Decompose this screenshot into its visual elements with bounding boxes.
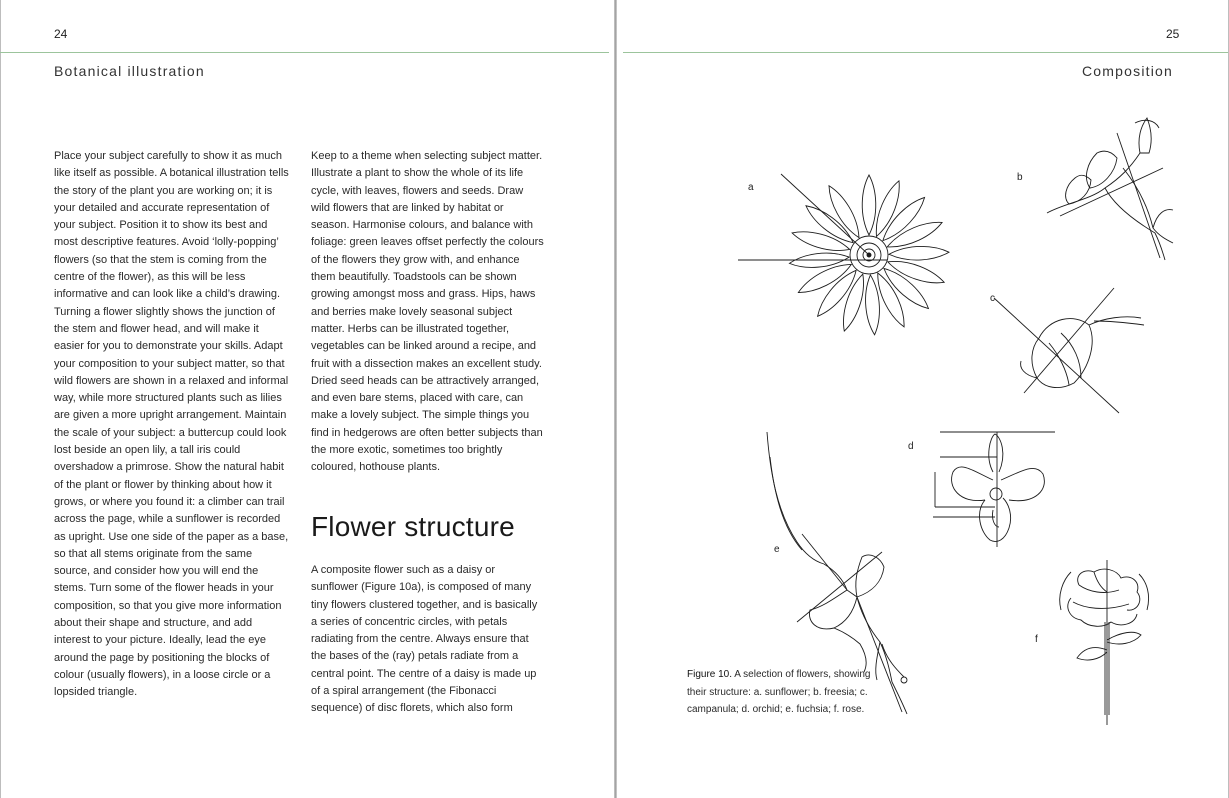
figure-label-e: e [774,544,780,555]
freesia-illustration [1035,108,1175,268]
figure-label-d: d [908,441,914,452]
paragraph-composition: Place your subject carefully to show it as much like itself as possible. A botanical illustration tells the story of the plant you are working on; it is your detailed and accurate representation of your subject. Position it to show its best and most descriptive features. Avoid ‘lolly-popping’ flowers (so that the stem is coming from the centre of the flower), as this will be less informative and can look like a child’s drawing. Turning a flower slightly shows the junction of the stem and flower head, and will make it easier for you to demonstrate your skills. Adapt your composition to your subject matter, so that wild flowers are shown in a relaxed and informal way, while more structured plants such as lilies are given a more upright arrangement. Maintain the scale of your subject: a buttercup could look lost beside an open lily, a tall iris could overshadow a primrose. Show the natural habit of the plant or flower by thinking about how it grows, or where you found it: a climber can trail across the page, while a sunflower is recorded as upright. Use one side of the paper as a base, so that all stems originate from the same source, and consider how you will end the stems. Turn some of the flower heads in your composition, so that you give more information about their shape and structure, and add interest to your picture. Ideally, lead the eye around the page by positioning the blocks of colour (usually flowers), in a loose circle or a lopsided triangle. [54,150,289,699]
campanula-illustration [989,283,1149,418]
rose-illustration [1049,540,1169,730]
paragraph-theme: Keep to a theme when selecting subject matter. Illustrate a plant to show the whole of its life cycle, with leaves, flowers and seeds. Draw wild flowers that are linked by habitat or season. Harmonise colours, and balance with foliage: green leaves offset perfectly the colours of the flowers they grow with, and enhance them beautifully. Toadstools can be shown growing amongst moss and grass. Hips, haws and berries make lovely seasonal subject matter. Herbs can be illustrated together, vegetables can be linked around a recipe, and fruit with a dissection makes an excellent study. Dried seed heads can be attractively arranged, and even bare stems, placed with care, can make a lovely subject. The simple things you find in hedgerows are often better subjects than the more exotic, sometimes too brightly coloured, hothouse plants. [311,150,544,474]
figure-label-b: b [1017,172,1023,183]
body-column-2b [311,562,544,718]
orchid-illustration [935,432,1060,552]
figure-label-a: a [748,182,754,193]
sunflower-illustration [737,155,887,355]
right-page [617,0,1229,798]
paragraph-flower-structure: A composite flower such as a daisy or sunflower (Figure 10a), is composed of many tiny flowers clustered together, and is basically a series of concentric circles, with petals radiating from the centre. Always ensure that the bases of the (ray) petals radiate from a central point. The centre of a daisy is made up of a spiral arrangement (the Fibonacci sequence) of disc florets, which also form [311,564,538,715]
header-rule-left [0,52,609,53]
section-heading: Flower structure [311,511,515,542]
page-edge [0,0,1,798]
caption-label: Figure 10. [687,669,733,680]
caption-text: A selection of flowers, showing their structure: a. sunflower; b. freesia; c. campanula; d. orchid; e. fuchsia; f. rose. [687,669,871,715]
page-number-left: 24 [54,27,68,41]
running-head-left: Botanical illustration [54,63,205,79]
running-head-right: Composition [1082,63,1174,79]
body-column-2 [311,148,544,477]
figure-label-c: c [990,293,995,304]
figure-label-f: f [1035,634,1038,645]
body-column-1 [54,148,290,702]
page-number-right: 25 [1166,27,1180,41]
figure-caption [687,666,887,719]
header-rule-right [623,52,1229,53]
